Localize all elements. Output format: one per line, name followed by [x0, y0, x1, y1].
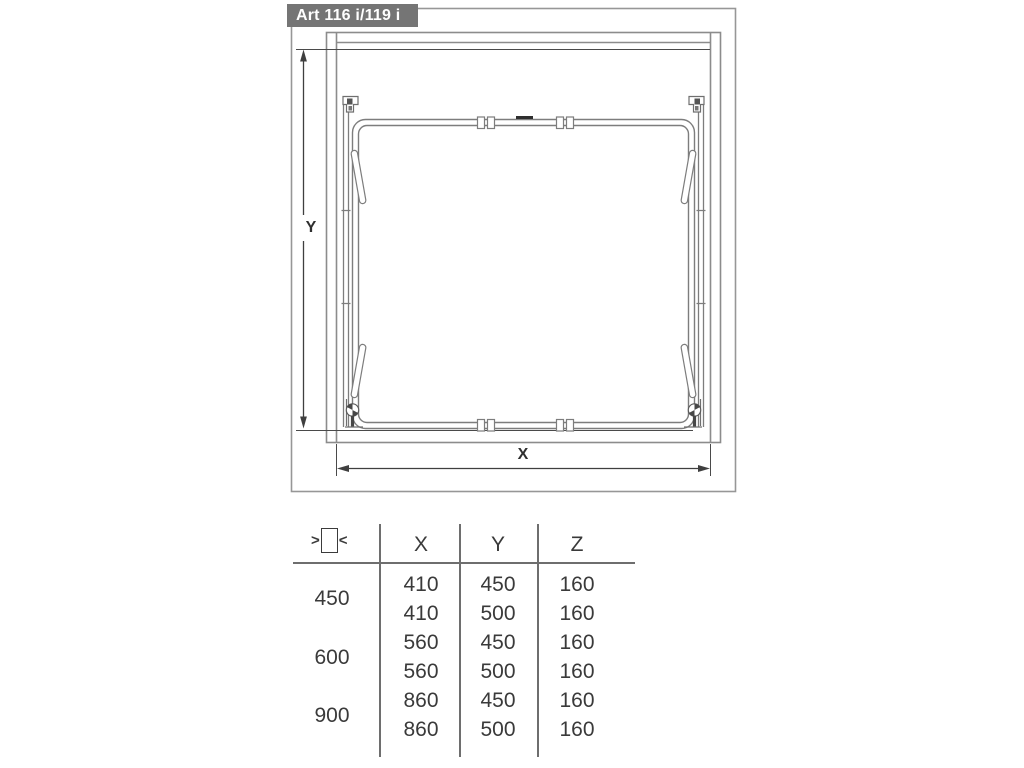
frame-outer-wire: [353, 120, 695, 429]
cabinet-width-900: 900: [314, 704, 350, 727]
mounting-bracket-top-left: [343, 97, 358, 113]
table-cell: 560: [403, 631, 439, 654]
support-struts: [351, 150, 697, 398]
table-cell: 410: [403, 573, 439, 596]
table-cell: 500: [480, 602, 516, 625]
table-separator: [459, 524, 461, 757]
cabinet-width-600: 600: [314, 646, 350, 669]
column-header-x: X: [413, 533, 428, 556]
table-header-rule: [293, 562, 635, 564]
table-cell: 860: [403, 689, 439, 712]
frame-clips: [478, 117, 574, 431]
table-cell: 160: [559, 718, 595, 741]
cabinet-outline: [327, 33, 721, 443]
pullout-frame: [353, 120, 695, 429]
table-cell: 450: [480, 689, 516, 712]
cabinet-width-450: 450: [314, 587, 350, 610]
arrow-left-glyph: <: [338, 531, 348, 549]
dimension-y-label: Y: [301, 217, 321, 239]
cabinet-width-arrows-icon: [311, 526, 348, 554]
article-title: Art 116 i/119 i: [287, 4, 418, 27]
table-cell: 560: [403, 660, 439, 683]
roller-bottom-left: [345, 399, 363, 427]
table-cell: 160: [559, 602, 595, 625]
arrow-left-icon: [337, 465, 349, 472]
table-cell: 500: [480, 660, 516, 683]
table-separator: [379, 524, 381, 757]
table-cell: 450: [480, 631, 516, 654]
cabinet-back-panel: [337, 33, 711, 43]
left-slide-rail: [344, 97, 349, 427]
roller-bottom-right: [684, 399, 702, 427]
column-header-y: Y: [490, 533, 505, 556]
arrow-right-glyph: >: [311, 531, 320, 549]
cabinet-outer-wall: [327, 33, 721, 443]
table-separator: [537, 524, 539, 757]
frame-inner-wire: [359, 126, 689, 423]
table-cell: 160: [559, 689, 595, 712]
table-cell: 860: [403, 718, 439, 741]
table-cell: 410: [403, 602, 439, 625]
table-cell: 160: [559, 660, 595, 683]
dimension-x: [337, 465, 710, 472]
right-slide-rail: [699, 97, 704, 427]
dimension-x-label: X: [513, 445, 533, 465]
column-header-z: Z: [570, 533, 584, 556]
arrow-down-icon: [300, 417, 307, 429]
table-cell: 160: [559, 573, 595, 596]
arrow-right-icon: [698, 465, 710, 472]
table-cell: 160: [559, 631, 595, 654]
dimension-y: [300, 50, 307, 429]
table-cell: 500: [480, 718, 516, 741]
mounting-bracket-top-right: [689, 97, 704, 113]
arrow-up-icon: [300, 50, 307, 62]
cabinet-symbol: [321, 528, 338, 553]
table-cell: 450: [480, 573, 516, 596]
cabinet-inner-walls: [337, 43, 711, 443]
